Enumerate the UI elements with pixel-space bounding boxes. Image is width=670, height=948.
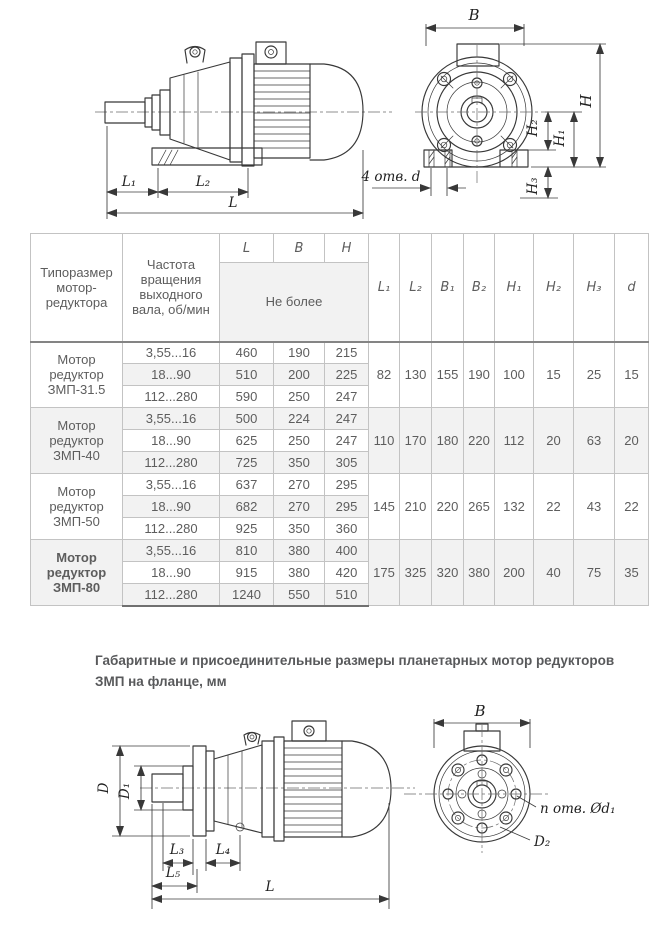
value-cell: 460 [220,342,274,364]
value-cell: 247 [325,386,369,408]
dim-value-cell: 175 [369,540,400,606]
value-cell: 270 [274,496,325,518]
value-cell: 305 [325,452,369,474]
dim-label-b: B [468,6,480,24]
group-name-cell: Мотор редуктор ЗМП-50 [31,474,123,540]
value-cell: 247 [325,408,369,430]
table-row [31,540,649,562]
table-row [31,474,649,496]
dim-label-l2: L₂ [195,174,211,190]
freq-range-cell: 112...280 [123,452,220,474]
dim-value-cell: 110 [369,408,400,474]
value-cell: 295 [325,496,369,518]
header-H-cell: H [325,234,369,263]
value-cell: 270 [274,474,325,496]
value-cell: 550 [274,584,325,606]
motor-body [284,741,342,837]
dim-value-cell: 100 [495,342,534,408]
dim-value-cell: 130 [400,342,432,408]
gearbox-housing [214,745,262,833]
value-cell: 247 [325,430,369,452]
front-view-dimensions [434,703,615,850]
value-cell: 250 [274,386,325,408]
value-cell: 625 [220,430,274,452]
motor-ribs [254,71,310,148]
value-cell: 250 [274,430,325,452]
dim-value-cell: 220 [464,408,495,474]
value-cell: 590 [220,386,274,408]
dim-value-cell: 170 [400,408,432,474]
dim-value-cell: 200 [495,540,534,606]
freq-range-cell: 18...90 [123,496,220,518]
value-cell: 925 [220,518,274,540]
value-cell: 400 [325,540,369,562]
terminal-box [256,42,286,64]
lifting-lug [185,47,205,64]
header-H1-cell: H₁ [495,234,534,342]
value-cell: 380 [274,540,325,562]
header-L-cell: L [220,234,274,263]
side-view [140,721,415,841]
side-view-dimensions [107,126,466,219]
dim-label-b: B [474,703,486,720]
value-cell: 380 [274,562,325,584]
freq-range-cell: 3,55...16 [123,540,220,562]
header-d-cell: d [615,234,649,342]
value-cell: 725 [220,452,274,474]
value-cell: 360 [325,518,369,540]
motor-end-cap [342,741,391,837]
dim-value-cell: 210 [400,474,432,540]
dim-value-cell: 43 [574,474,615,540]
motor-ribs [284,748,342,832]
group-name-cell: Мотор редуктор ЗМП-80 [31,540,123,606]
value-cell: 350 [274,452,325,474]
value-cell: 637 [220,474,274,496]
freq-range-cell: 3,55...16 [123,474,220,496]
freq-range-cell: 112...280 [123,518,220,540]
header-L1-cell: L₁ [369,234,400,342]
dimensions-table-wrapper [30,233,649,607]
header-B1-cell: B₁ [432,234,464,342]
mounting-flange [193,746,206,836]
header-freq-cell: Частота вращения выходного вала, об/мин [123,234,220,342]
dimensions-table [30,233,649,607]
dim-label-d: D [96,782,112,794]
value-cell: 295 [325,474,369,496]
dim-label-l1: L₁ [121,174,137,190]
dim-label-l3: L₃ [169,842,185,858]
dim-label-h1: H₁ [552,129,568,147]
header-B2-cell: B₂ [464,234,495,342]
dim-value-cell: 112 [495,408,534,474]
dim-value-cell: 132 [495,474,534,540]
dim-value-cell: 82 [369,342,400,408]
value-cell: 200 [274,364,325,386]
dim-label-l5: L₅ [165,865,181,881]
dim-value-cell: 15 [534,342,574,408]
freq-range-cell: 18...90 [123,364,220,386]
freq-range-cell: 18...90 [123,430,220,452]
value-cell: 510 [325,584,369,606]
value-cell: 915 [220,562,274,584]
value-cell: 190 [274,342,325,364]
holes-note: n отв. Ød₁ [540,801,616,817]
dim-value-cell: 190 [464,342,495,408]
header-type-cell: Типоразмер мотор-редуктора [31,234,123,342]
holes-note: 4 отв. d [361,169,421,185]
dim-value-cell: 20 [615,408,649,474]
freq-range-cell: 3,55...16 [123,408,220,430]
freq-range-cell: 18...90 [123,562,220,584]
value-cell: 350 [274,518,325,540]
dim-label-d2: D₂ [534,834,551,850]
dim-label-d1: D₁ [117,782,133,800]
header-B-cell: B [274,234,325,263]
group-name-cell: Мотор редуктор ЗМП-40 [31,408,123,474]
caption: Габаритные и присоединительные размеры планетарных мотор редукторов ЗМП на фланце, мм [95,653,615,689]
drawing-foot-mounted [0,0,670,232]
value-cell: 510 [220,364,274,386]
side-view-dimensions [96,746,389,909]
dim-value-cell: 145 [369,474,400,540]
value-cell: 420 [325,562,369,584]
freq-range-cell: 112...280 [123,584,220,606]
dim-label-l: L [228,195,238,211]
header-H2-cell: H₂ [534,234,574,342]
value-cell: 224 [274,408,325,430]
terminal-box [292,721,326,741]
value-cell: 682 [220,496,274,518]
side-view [95,42,392,166]
dim-value-cell: 180 [432,408,464,474]
dim-label-l: L [265,879,275,895]
header-H3-cell: H₃ [574,234,615,342]
front-view [404,724,549,853]
dim-label-h: H [577,94,595,108]
dim-value-cell: 63 [574,408,615,474]
dim-value-cell: 35 [615,540,649,606]
dim-value-cell: 155 [432,342,464,408]
dim-value-cell: 15 [615,342,649,408]
dim-label-h3: H₃ [525,177,541,195]
freq-range-cell: 3,55...16 [123,342,220,364]
dim-value-cell: 22 [615,474,649,540]
front-view [415,44,545,185]
dim-value-cell: 22 [534,474,574,540]
header-L2-cell: L₂ [400,234,432,342]
dim-value-cell: 265 [464,474,495,540]
value-cell: 810 [220,540,274,562]
value-cell: 215 [325,342,369,364]
freq-range-cell: 112...280 [123,386,220,408]
group-name-cell: Мотор редуктор ЗМП-31.5 [31,342,123,408]
gearbox-housing [170,62,230,160]
dim-label-h2: H₂ [525,119,541,137]
dim-label-l4: L₄ [215,842,231,858]
output-shaft [105,102,145,123]
dim-value-cell: 220 [432,474,464,540]
dim-value-cell: 320 [432,540,464,606]
value-cell: 225 [325,364,369,386]
dim-value-cell: 20 [534,408,574,474]
table-row [31,408,649,430]
dim-value-cell: 75 [574,540,615,606]
dim-value-cell: 380 [464,540,495,606]
dim-value-cell: 40 [534,540,574,606]
dim-value-cell: 325 [400,540,432,606]
table-header-row-1 [31,234,649,263]
table-row [31,342,649,364]
dim-value-cell: 25 [574,342,615,408]
drawing-flange-mounted [0,703,670,948]
value-cell: 1240 [220,584,274,606]
value-cell: 500 [220,408,274,430]
header-ne-bolee-cell: Не более [220,263,369,342]
